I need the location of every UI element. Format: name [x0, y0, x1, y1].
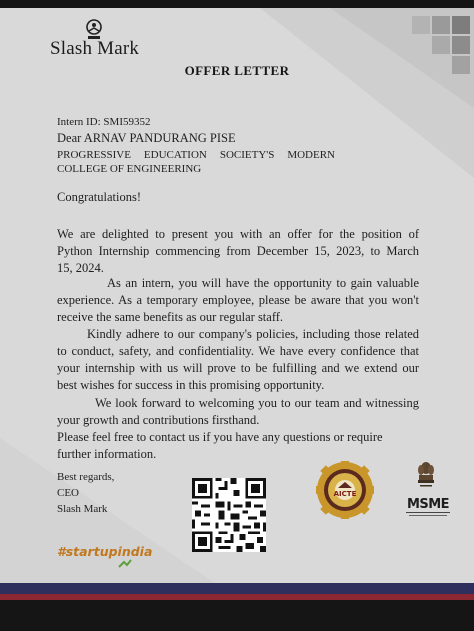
startup-india-logo: #startupindia [57, 544, 153, 559]
signoff-company: Slash Mark [57, 503, 108, 515]
paragraph-line: your internship with us will prove to be fulfilling and we extend our [57, 361, 419, 375]
paragraph-line: Please feel free to contact us if you have any questions or require [57, 430, 383, 444]
footer-band-navy [0, 583, 474, 594]
greeting: Congratulations! [57, 190, 142, 204]
msme-label: MSME [406, 497, 450, 512]
paragraph-line: We are delighted to present you with an offer for the position of [57, 227, 419, 241]
paragraph-line: your growth and contributions firsthand. [57, 413, 260, 427]
intern-id: Intern ID: SMI59352 [57, 116, 151, 128]
aicte-seal-icon [316, 461, 374, 519]
paragraph-line: further information. [57, 447, 157, 461]
paragraph-line: receive the same benefits as our regular staff. [57, 310, 284, 324]
paragraph-line: 15, 2024. [57, 261, 104, 275]
startup-india-arrow-icon [118, 558, 132, 568]
paragraph-line: experience. As a temporary employee, please be aware that you won't [57, 293, 419, 307]
brand-name: Slash Mark [50, 38, 140, 59]
paragraph-line: best wishes for success in this promising opportunity. [57, 378, 325, 392]
paragraph-line: We look forward to welcoming you to our team and witnessing [95, 396, 419, 410]
paragraph-line: As an intern, you will have the opportunity to gain valuable [107, 276, 419, 290]
qr-code[interactable] [192, 478, 266, 552]
college-name-line-2: COLLEGE OF ENGINEERING [57, 163, 202, 175]
national-emblem-icon [416, 460, 436, 490]
document-title: OFFER LETTER [184, 63, 290, 78]
paragraph-line: Python Internship commencing from December 15, 2023, to March [57, 244, 419, 258]
aicte-label: AICTE [333, 490, 357, 498]
college-word: SOCIETY'S [219, 149, 275, 161]
college-word: PROGRESSIVE [57, 149, 131, 161]
college-word: MODERN [287, 149, 335, 161]
signoff-regards: Best regards, [57, 471, 115, 483]
msme-logo-icon [403, 493, 453, 519]
recipient-name: Dear ARNAV PANDURANG PISE [57, 131, 236, 145]
footer-band-red [0, 594, 474, 600]
signoff-role: CEO [57, 487, 79, 499]
college-word: EDUCATION [143, 149, 207, 161]
college-name-line-1 [57, 149, 335, 161]
paragraph-line: to conduct, safety, and confidentiality. We have every confidence that [57, 344, 419, 358]
paragraph-line: Kindly adhere to our company's policies, including those related [87, 327, 419, 341]
offer-letter-page [0, 8, 474, 600]
